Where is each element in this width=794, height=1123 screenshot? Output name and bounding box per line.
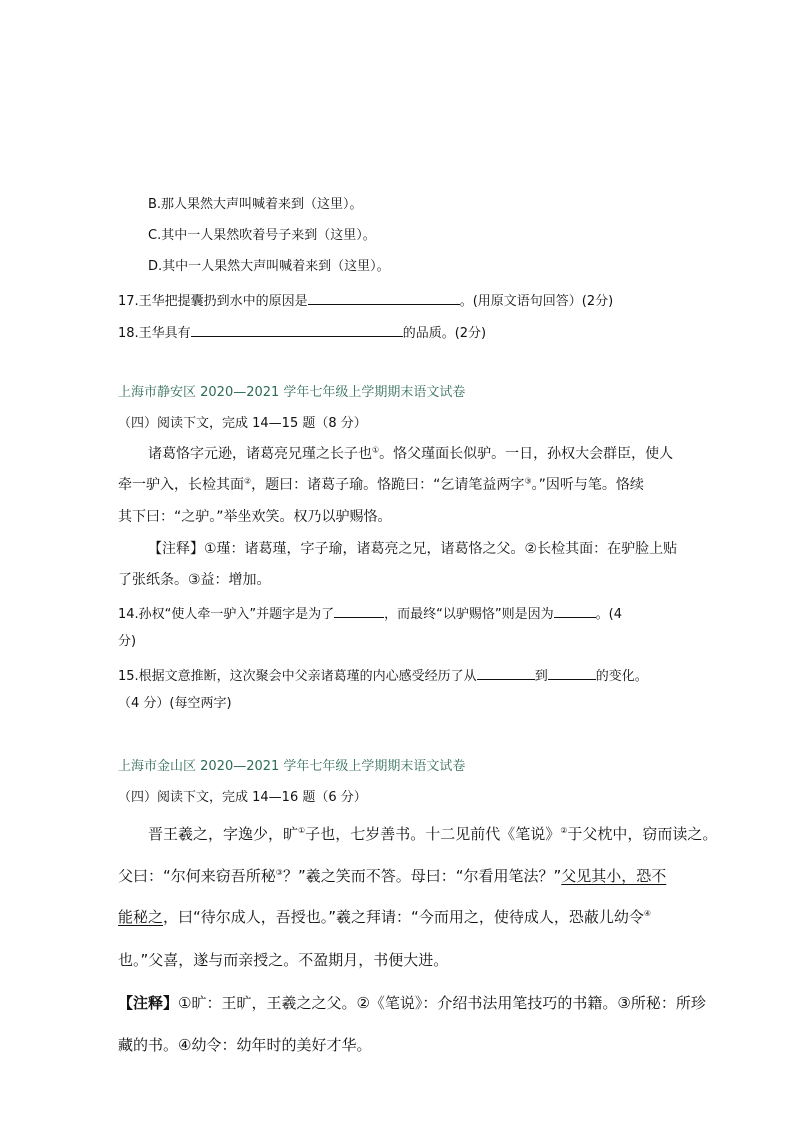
question-14 (118, 604, 622, 621)
text-span: 到 (534, 669, 548, 684)
text-span: 。恪父瑾面长似驴。一日，孙权大会群臣，使人 (379, 446, 674, 462)
text-span: 于父枕中，窃而读之。 (567, 825, 718, 843)
text-span: 诸葛恪字元逊，诸葛亮兄瑾之长子也 (148, 446, 372, 462)
q14-answer-blank-2[interactable] (554, 604, 596, 618)
q18-prefix: 18.王华具有 (118, 326, 191, 341)
text-span: 牵一驴入，长检其面 (118, 477, 244, 493)
text-span: ，题曰：诸葛子瑜。恪跪曰：“乞请笔益两字 (251, 477, 525, 493)
footnote-marker: ④ (643, 909, 652, 918)
footnote-marker: ① (298, 826, 306, 835)
question-15-continuation: （4 分）(每空两字) (118, 696, 232, 711)
q15-answer-blank-1[interactable] (477, 666, 535, 680)
question-15 (118, 666, 648, 683)
instruction-jinshan: （四）阅读下文，完成 14—16 题（6 分） (118, 790, 367, 805)
text-span: 晋王羲之，字逸少，旷 (148, 825, 299, 843)
instruction-jingan: （四）阅读下文，完成 14—15 题（8 分） (118, 416, 367, 431)
annotation-line: 藏的书。④幼令：幼年时的美好才华。 (118, 1036, 372, 1054)
question-18 (118, 323, 486, 340)
footnote-marker: ② (560, 826, 568, 835)
q17-answer-blank[interactable] (308, 291, 460, 305)
passage-line (118, 910, 651, 925)
text-span: 15.根据文意推断，这次聚会中父亲诸葛瑾的内心感受经历了从 (118, 669, 477, 684)
footnote-marker: ③ (524, 476, 532, 486)
q15-answer-blank-2[interactable] (548, 666, 596, 680)
text-span: ①旷：王旷，王羲之之父。②《笔说》：介绍书法用笔技巧的书籍。③所秘：所珍 (178, 994, 706, 1012)
text-span: 14.孙权“使人牵一驴入”并题字是为了 (118, 607, 335, 622)
passage-line (148, 447, 673, 461)
text-span: ？”羲之笑而不答。母曰：“尔看用笔法？” (282, 867, 562, 885)
passage-line (148, 827, 717, 842)
annotation-label: 【注释】 (118, 994, 179, 1012)
q18-suffix: 的品质。(2分) (402, 326, 487, 341)
passage-line (118, 869, 666, 884)
option-b: B.那人果然大声叫喊着来到（这里）。 (148, 197, 363, 212)
text-span: 父曰：“尔何来窃吾所秘 (118, 867, 276, 885)
annotation-line (118, 996, 706, 1011)
text-span: 子也，七岁善书。十二见前代《笔说》 (305, 825, 561, 843)
text-span: 。”因听与笔。恪续 (531, 477, 644, 493)
passage-line (118, 478, 644, 492)
text-span: 。(4 (595, 607, 622, 622)
section-heading-jinshan: 上海市金山区 2020—2021 学年七年级上学期期末语文试卷 (118, 759, 466, 774)
question-14-continuation: 分) (118, 634, 137, 649)
text-span: 的变化。 (595, 669, 648, 684)
section-heading-jingan: 上海市静安区 2020—2021 学年七年级上学期期末语文试卷 (118, 385, 466, 400)
passage-line: 也。”父喜，遂与而亲授之。不盈期月，书便大进。 (118, 951, 449, 969)
text-span: ，曰“待尔成人，吾授也。”羲之拜请：“今而用之，使待成人，恐蔽儿幼令 (163, 908, 644, 926)
option-d: D.其中一人果然大声叫喊着来到（这里）。 (148, 259, 390, 274)
q17-suffix: 。(用原文语句回答）(2分) (459, 294, 614, 309)
footnote-marker: ② (244, 476, 252, 486)
question-17 (118, 291, 613, 308)
footnote-marker: ③ (275, 868, 283, 877)
annotation-line: 了张纸条。③益：增加。 (118, 572, 271, 588)
q17-prefix: 17.王华把提囊扔到水中的原因是 (118, 294, 308, 309)
q14-answer-blank-1[interactable] (334, 604, 384, 618)
passage-line: 其下曰：“之驴。”举坐欢笑。权乃以驴赐恪。 (118, 509, 392, 525)
q18-answer-blank[interactable] (191, 323, 403, 337)
underlined-text: 能秘之 (118, 908, 164, 926)
footnote-marker: ① (372, 445, 380, 455)
underlined-text: 父见其小，恐不 (561, 867, 667, 885)
text-span: ，而最终“以驴赐恪”则是因为 (384, 607, 554, 622)
annotation-line: 【注释】①瑾：诸葛瑾，字子瑜，诸葛亮之兄，诸葛恪之父。②长检其面：在驴脸上贴 (148, 541, 678, 557)
option-c: C.其中一人果然吹着号子来到（这里）。 (148, 228, 376, 243)
